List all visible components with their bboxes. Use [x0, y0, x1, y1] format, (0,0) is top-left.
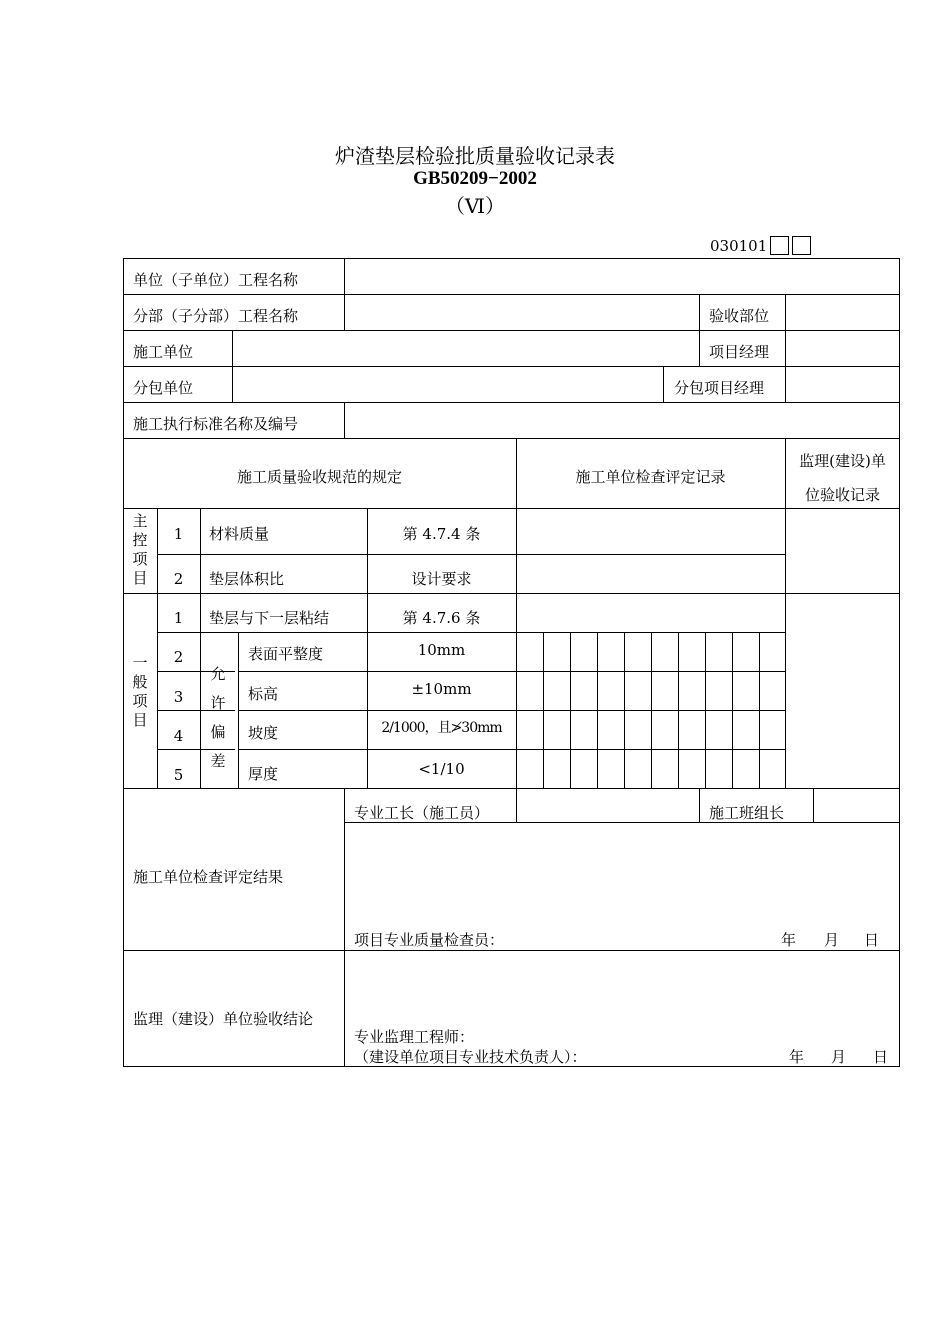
grid-line	[238, 710, 785, 711]
grid-line	[123, 508, 900, 509]
grid-line	[759, 632, 760, 788]
standard-code: GB50209−2002	[413, 168, 537, 189]
item-requirement: ±10mm	[411, 680, 472, 698]
grid-line	[785, 294, 786, 402]
grid-line	[123, 366, 900, 367]
item-requirement: 设计要求	[411, 570, 472, 588]
grid-line	[123, 788, 900, 789]
grid-line	[238, 749, 785, 750]
item-name: 垫层体积比	[209, 570, 285, 588]
engineer-label: 专业监理工程师：	[354, 1028, 475, 1046]
spec-header: 施工质量验收规范的规定	[236, 468, 402, 486]
grid-line	[678, 632, 679, 788]
check-header: 施工单位检查评定记录	[575, 468, 726, 486]
grid-line	[705, 632, 706, 788]
number-box[interactable]	[792, 236, 811, 255]
supervision-header-line1: 监理(建设)单	[799, 452, 886, 470]
grid-line	[157, 554, 785, 555]
label-char: 般	[132, 673, 148, 691]
date-year: 年	[789, 1048, 805, 1066]
general-items-label	[130, 654, 150, 730]
grid-line	[597, 632, 598, 788]
item-number: 1	[173, 525, 184, 543]
grid-line	[123, 950, 900, 951]
label-char: 允	[210, 665, 226, 683]
label-char: 目	[132, 569, 148, 587]
grid-line	[123, 593, 900, 594]
unit-project-label: 单位（子单位）工程名称	[133, 271, 299, 289]
construct-unit-label: 施工单位	[133, 343, 194, 361]
item-name: 垫层与下一层粘结	[209, 609, 330, 627]
item-requirement: <1/10	[418, 760, 465, 778]
sub-project-label: 分部（子分部）工程名称	[133, 307, 299, 325]
foreman-label: 专业工长（施工员）	[354, 804, 490, 822]
grid-line	[813, 788, 814, 822]
number-box[interactable]	[770, 236, 789, 255]
grid-line	[651, 632, 652, 788]
item-requirement: 10mm	[417, 641, 466, 659]
form-subtitle: （Ⅵ）	[444, 194, 506, 218]
grid-line	[123, 258, 900, 259]
item-requirement: 2/1000，且≯30mm	[381, 720, 502, 736]
team-leader-label: 施工班组长	[709, 804, 785, 822]
grid-line	[543, 632, 544, 788]
grid-line	[663, 366, 664, 402]
grid-line	[899, 258, 900, 1066]
grid-line	[570, 632, 571, 788]
standard-name-label: 施工执行标准名称及编号	[133, 415, 299, 433]
date-month: 月	[824, 931, 840, 949]
check-result-label: 施工单位检查评定结果	[133, 868, 284, 886]
date-month: 月	[831, 1048, 847, 1066]
inspection-table	[123, 258, 900, 1066]
item-number: 1	[173, 609, 184, 627]
grid-line	[699, 294, 700, 366]
project-manager-label: 项目经理	[709, 343, 770, 361]
item-name: 厚度	[248, 765, 279, 783]
grid-line	[123, 294, 900, 295]
item-name: 表面平整度	[248, 645, 324, 663]
grid-line	[238, 632, 239, 788]
supervision-conclusion-label: 监理（建设）单位验收结论	[133, 1010, 314, 1028]
item-requirement: 第 4.7.6 条	[402, 609, 481, 627]
item-name: 标高	[248, 685, 279, 703]
label-char: 主	[132, 512, 148, 530]
item-name: 材料质量	[209, 525, 270, 543]
accept-part-label: 验收部位	[709, 307, 770, 325]
item-number: 2	[173, 648, 184, 666]
grid-line	[123, 258, 124, 1066]
form-number-text: 030101	[710, 237, 768, 255]
main-control-label	[130, 512, 150, 588]
grid-line	[123, 438, 900, 439]
supervision-header-line2: 位验收记录	[804, 486, 880, 504]
grid-line	[624, 632, 625, 788]
grid-line	[238, 671, 785, 672]
grid-line	[123, 1066, 900, 1067]
grid-line	[699, 788, 700, 822]
date-day: 日	[873, 1048, 889, 1066]
item-requirement: 第 4.7.4 条	[402, 525, 481, 543]
grid-line	[516, 438, 517, 788]
label-char: 项	[132, 692, 148, 710]
label-char: 一	[132, 654, 148, 672]
grid-line	[732, 632, 733, 788]
form-number	[710, 236, 811, 255]
inspector-label: 项目专业质量检查员：	[354, 931, 505, 949]
grid-line	[123, 402, 900, 403]
label-char: 偏	[210, 723, 226, 741]
allowed-deviation-label	[208, 660, 228, 776]
item-name: 坡度	[248, 724, 279, 742]
label-char: 许	[210, 694, 226, 712]
grid-line	[344, 402, 345, 438]
item-number: 5	[173, 766, 184, 784]
item-number: 2	[173, 570, 184, 588]
grid-line	[200, 508, 201, 788]
grid-line	[123, 330, 900, 331]
owner-rep-label: （建设单位项目专业技术负责人）：	[354, 1048, 587, 1066]
label-char: 目	[132, 711, 148, 729]
grid-line	[344, 258, 345, 330]
item-number: 4	[173, 727, 184, 745]
label-char: 项	[132, 550, 148, 568]
label-char: 控	[132, 531, 148, 549]
grid-line	[344, 788, 345, 1066]
item-number: 3	[173, 688, 184, 706]
grid-line	[157, 632, 785, 633]
label-char: 差	[210, 752, 226, 770]
form-title: 炉渣垫层检验批质量验收记录表	[335, 144, 615, 168]
grid-line	[232, 330, 233, 402]
date-day: 日	[864, 931, 880, 949]
subcontract-unit-label: 分包单位	[133, 379, 194, 397]
grid-line	[344, 822, 900, 823]
date-year: 年	[781, 931, 797, 949]
subcontract-manager-label: 分包项目经理	[674, 379, 765, 397]
grid-line	[516, 788, 517, 822]
